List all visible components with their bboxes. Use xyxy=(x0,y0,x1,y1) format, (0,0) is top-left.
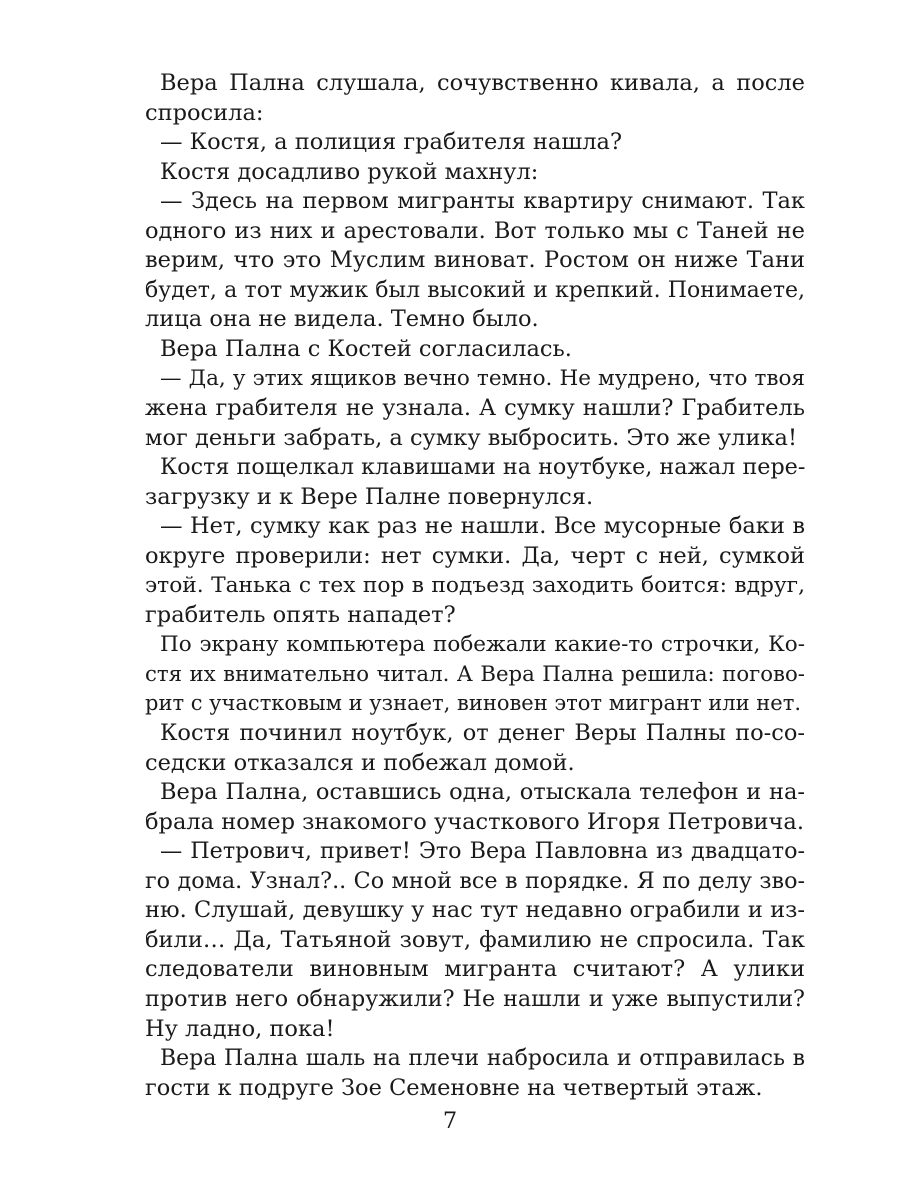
text-line: мог деньги забрать, а сумку выбросить. Это же улика! xyxy=(145,424,797,451)
text-line: Вера Пална, оставшись одна, отыскала телефон и на- xyxy=(160,779,805,806)
text-line: загрузку и к Вере Палне повернулся. xyxy=(145,483,594,510)
text-line: округе проверили: нет сумки. Да, черт с ней, сумкой xyxy=(145,542,805,569)
page-number: 7 xyxy=(442,1108,458,1134)
text-line: жена грабителя не узнала. А сумку нашли? Грабитель xyxy=(145,395,805,422)
text-line: седски отказался и побежал домой. xyxy=(145,749,575,776)
text-line: против него обнаружили? Не нашли и уже выпустили? xyxy=(145,985,805,1012)
text-line: — Нет, сумку как раз не нашли. Все мусорные баки в xyxy=(160,513,805,540)
text-line: Вера Пална слушала, сочувственно кивала, а после xyxy=(160,70,805,96)
text-line: рит с участковым и узнает, виновен этот мигрант или нет. xyxy=(145,691,802,716)
text-line: били… Да, Татьяной зовут, фамилию не спросила. Так xyxy=(145,926,805,953)
text-line: брала номер знакомого участкового Игоря Петровича. xyxy=(145,808,804,835)
text-line: — Петрович, привет! Это Вера Павловна из двадцато- xyxy=(160,838,805,865)
text-line: Вера Пална шаль на плечи набросила и отправилась в xyxy=(160,1046,805,1072)
text-line: — Да, у этих ящиков вечно темно. Не мудрено, что твоя xyxy=(160,366,805,392)
page-body-text xyxy=(145,69,805,1103)
text-line: будет, а тот мужик был высокий и крепкий. Понимаете, xyxy=(145,277,805,303)
text-line: — Костя, а полиция грабителя нашла? xyxy=(160,129,623,156)
text-line: верим, что это Муслим виноват. Ростом он ниже Тани xyxy=(145,247,805,274)
text-line: — Здесь на первом мигранты квартиру снимают. Так xyxy=(160,188,805,215)
text-line: стя их внимательно читал. А Вера Пална решила: погово- xyxy=(145,661,805,687)
text-line: спросила: xyxy=(145,99,264,126)
text-line: Костя пощелкал клавишами на ноутбуке, нажал пере- xyxy=(160,454,806,481)
text-line: го дома. Узнал?.. Со мной все в порядке. Я по делу зво- xyxy=(145,867,805,894)
text-line: Вера Пална с Костей согласилась. xyxy=(160,335,572,362)
text-line: гости к подруге Зое Семеновне на четвертый этаж. xyxy=(145,1074,763,1101)
text-line: грабитель опять нападет? xyxy=(145,601,456,628)
text-line: этой. Танька с тех пор в подъезд заходить боится: вдруг, xyxy=(145,573,805,599)
text-line: Костя починил ноутбук, от денег Веры Палны по-со- xyxy=(160,720,805,747)
text-line: следователи виновным мигранта считают? А улики xyxy=(145,956,805,983)
text-line: одного из них и арестовали. Вот только мы с Таней не xyxy=(145,217,805,244)
text-line: Ну ладно, пока! xyxy=(145,1015,335,1042)
text-line: ню. Слушай, девушку у нас тут недавно ограбили и из- xyxy=(145,897,805,924)
text-line: По экрану компьютера побежали какие-то строчки, Ко- xyxy=(160,632,805,658)
text-line: Костя досадливо рукой махнул: xyxy=(160,158,539,185)
text-line: лица она не видела. Темно было. xyxy=(145,306,539,333)
